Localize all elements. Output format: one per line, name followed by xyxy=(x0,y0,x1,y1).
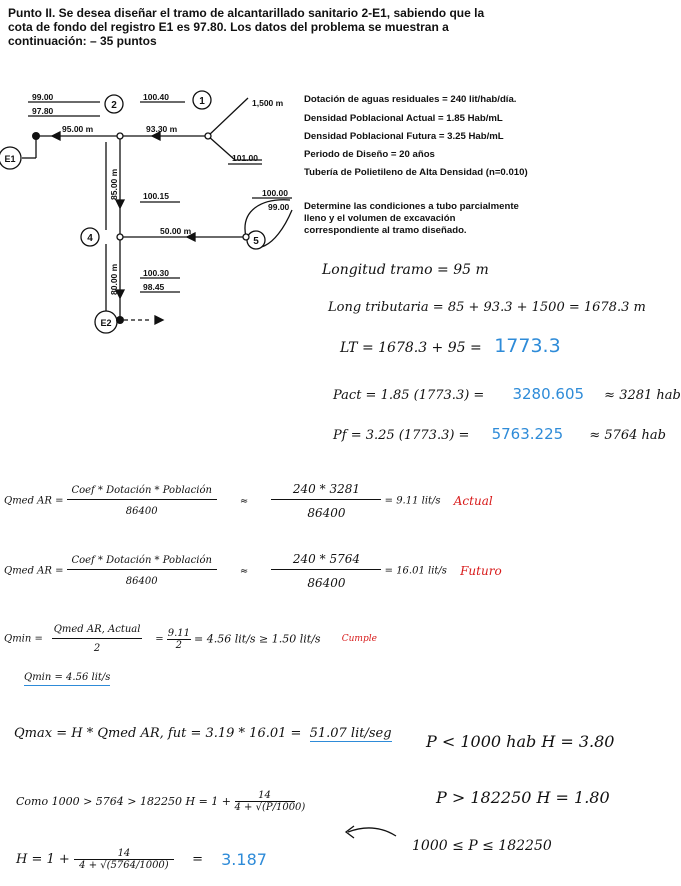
node-1-label: 1 xyxy=(199,96,205,107)
data-periodo: Periodo de Diseño = 20 años xyxy=(304,149,435,160)
cota-10030: 100.30 xyxy=(143,268,169,278)
node-5-label: 5 xyxy=(253,236,259,247)
cota-9845: 98.45 xyxy=(143,282,165,292)
node-e1-label: E1 xyxy=(4,154,16,164)
length-933: 93.30 m xyxy=(146,124,178,134)
qmax-row: Qmax = H * Qmed AR, fut = 3.19 * 16.01 = 51.07 lit/seg xyxy=(14,726,392,741)
rule-1: P < 1000 hab H = 3.80 xyxy=(426,732,615,751)
long-tributaria: Long tributaria = 85 + 93.3 + 1500 = 1678.3 m xyxy=(328,300,646,315)
cumple-tag: Cumple xyxy=(341,634,377,644)
question-text: Determine las condiciones a tubo parcialmente lleno y el volumen de excavación correspondiente al tramo diseñado. xyxy=(304,201,519,236)
lt-value: 1773.3 xyxy=(494,335,561,357)
cota-99: 99.00 xyxy=(32,92,54,102)
problem-header: Punto II. Se desea diseñar el tramo de alcantarillado sanitario 2-E1, sabiendo que la cota de fondo del registro E1 es 97.80. Los datos del problema se muestran a continuación: – 35 puntos xyxy=(8,6,485,48)
rule-2: P > 182250 H = 1.80 xyxy=(436,788,610,807)
sewer-network-diagram xyxy=(0,80,300,340)
cota-9780: 97.80 xyxy=(32,106,54,116)
cota-10040: 100.40 xyxy=(143,92,169,102)
h-value: 3.187 xyxy=(221,850,267,869)
arrow-icon xyxy=(340,812,400,842)
futuro-tag: Futuro xyxy=(460,564,502,578)
h-final-row: H = 1 + $\frac{14}{4 + √(5764/1000)}$ = 3.187 xyxy=(16,848,267,871)
pf-calc: Pf = 3.25 (1773.3) = 5763.225 ≈ 5764 hab xyxy=(333,425,666,443)
rule-3: 1000 ≤ P ≤ 182250 xyxy=(412,838,552,854)
cota-101: 101.00 xyxy=(232,153,258,163)
longitud-tramo: Longitud tramo = 95 m xyxy=(322,262,489,278)
qmin-row: Qmin = $\frac{\text{Qmed AR, Actual}}{2}$ = $\frac{9.11}{2}$ = 4.56 lit/s ≥ 1.50 lit/s Cumple xyxy=(4,624,377,654)
cota-10015: 100.15 xyxy=(143,191,169,201)
qmed-actual-row: Qmed AR = $\frac{\text{Coef * Dotación * Población}}{86400}$ ≈ $\frac{240 * 3281}{86400}$ = 9.11 lit/s Actual xyxy=(4,482,493,520)
pact-calc: Pact = 1.85 (1773.3) = 3280.605 ≈ 3281 hab xyxy=(333,385,681,403)
length-1500: 1,500 m xyxy=(252,98,284,108)
pf-value: 5763.225 xyxy=(491,425,564,443)
data-densidad-futura: Densidad Poblacional Futura = 3.25 Hab/mL xyxy=(304,131,504,142)
node-2-label: 2 xyxy=(111,100,117,111)
length-80: 80.00 m xyxy=(109,263,119,295)
cota-100: 100.00 xyxy=(262,188,288,198)
qmin-final: Qmin = 4.56 lit/s xyxy=(24,672,110,686)
data-densidad-actual: Densidad Poblacional Actual = 1.85 Hab/mL xyxy=(304,113,503,124)
length-95: 95.00 m xyxy=(62,124,94,134)
lt-calc: LT = 1678.3 + 95 = 1773.3 xyxy=(340,335,561,357)
length-85: 85.00 m xyxy=(109,168,119,200)
cota-99b: 99.00 xyxy=(268,202,290,212)
node-4-label: 4 xyxy=(87,233,93,244)
como-row: Como 1000 > 5764 > 182250 H = 1 + $\frac{14}{4 + √(P/1000)}$ xyxy=(16,790,306,813)
qmax-value: 51.07 lit/seg xyxy=(309,726,392,741)
data-tuberia: Tubería de Polietileno de Alta Densidad (n=0.010) xyxy=(304,167,528,178)
length-50: 50.00 m xyxy=(160,226,192,236)
data-dotacion: Dotación de aguas residuales = 240 lit/hab/día. xyxy=(304,94,517,105)
node-e2-label: E2 xyxy=(100,318,112,328)
actual-tag: Actual xyxy=(453,494,493,508)
pact-value: 3280.605 xyxy=(512,385,585,403)
qmed-futuro-row: Qmed AR = $\frac{\text{Coef * Dotación * Población}}{86400}$ ≈ $\frac{240 * 5764}{86400}$ = 16.01 lit/s Futuro xyxy=(4,552,502,590)
